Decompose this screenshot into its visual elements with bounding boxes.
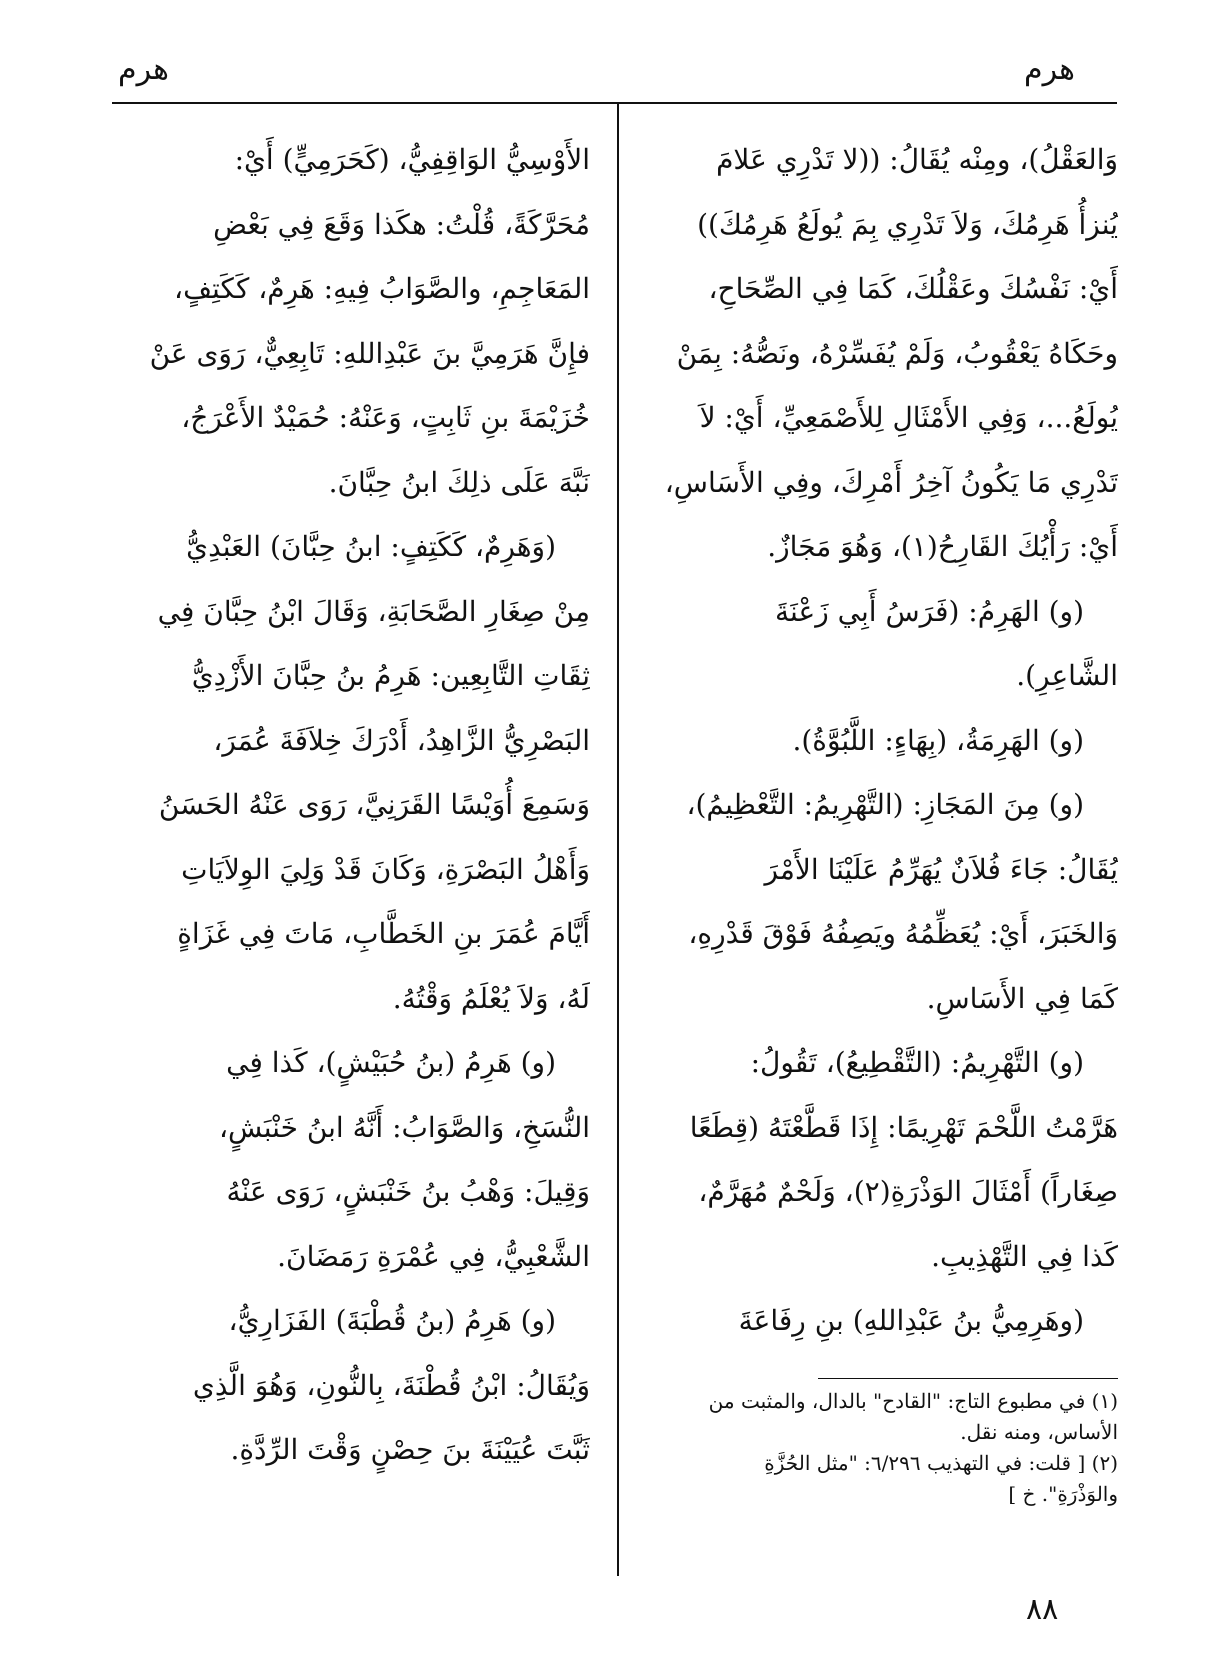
text-line: الشَّعْبِيُّ، فِي عُمْرَةِ رَمَضَانَ. (277, 1239, 590, 1273)
text-line: وَأَهْلُ البَصْرَةِ، وَكَانَ قَدْ وَلِيَ الوِلاَيَاتِ (181, 852, 590, 886)
text-line: وَالخَبَرَ، أَيْ: يُعَظِّمُهُ ويَصِفُهُ فَوْقَ قَدْرِهِ، (688, 917, 1118, 950)
text-line: (و) الهَرِمَةُ، (بِهَاءٍ: اللَّبُوَّةُ). (792, 723, 1084, 757)
footnote-rule (818, 1378, 1118, 1379)
text-line: نَبَّهَ عَلَى ذلِكَ ابنُ حِبَّانَ. (328, 465, 590, 499)
text-line: ثَبَّتَ عُيَيْنَةَ بنَ حِصْنٍ وَقْتَ الرِّدَّةِ. (230, 1433, 590, 1466)
text-line: كَمَا فِي الأَسَاسِ. (926, 981, 1118, 1015)
footnotes (650, 1386, 1118, 1510)
text-line: المَعَاجِمِ، والصَّوَابُ فِيهِ: هَرِمٌ، كَكَتِفٍ، (174, 272, 590, 305)
column-divider (617, 104, 619, 1576)
running-head-left: هرم (118, 52, 169, 87)
text-line: أَيَّامَ عُمَرَ بنِ الخَطَّابِ، مَاتَ فِي غَزَاةٍ (177, 917, 590, 950)
text-line: وَقِيلَ: وَهْبُ بنُ خَنْبَشٍ، رَوَى عَنْهُ (226, 1175, 590, 1208)
running-head-right: هرم (1024, 52, 1075, 87)
footnote-line: (١) في مطبوع التاج: "القادح" بالدال، والمثبت من (708, 1389, 1118, 1413)
text-line: (و) الهَرِمُ: (فَرَسُ أَبِي زَعْنَةَ (775, 594, 1084, 628)
text-line: الأَوْسِيُّ الوَاقِفِيُّ، (كَحَرَمِيٍّ) أَيْ: (234, 143, 590, 176)
text-line: هَرَّمْتُ اللَّحْمَ تَهْرِيمًا: إِذَا قَطَّعْتَهُ (قِطَعًا (689, 1110, 1118, 1144)
text-line: تَدْرِي مَا يَكُونُ آخِرُ أَمْرِكَ، وفِي الأَسَاسِ، (664, 465, 1118, 499)
text-line: (وهَرِمِيُّ بنُ عَبْدِاللهِ) بنِ رِفَاعَةَ (738, 1304, 1084, 1337)
footnote-line: والوَذْرَةِ". خ ] (1008, 1482, 1118, 1506)
footnote-line: الأساس، ومنه نقل. (960, 1420, 1118, 1444)
text-line: وَالعَقْلُ)، ومِنْه يُقَالُ: ((لا تَدْرِي عَلامَ (716, 143, 1118, 176)
text-line: خُزَيْمَةَ بنِ ثَابِتٍ، وَعَنْهُ: حُمَيْدٌ الأَعْرَجُ، (181, 401, 590, 434)
text-line: يُولَعُ...، وَفِي الأَمْثَالِ لِلأَصْمَعِيِّ، أَيْ: لاَ (699, 401, 1118, 434)
text-line: وَسَمِعَ أُوَيْسًا القَرَنِيَّ، رَوَى عَنْهُ الحَسَنُ (158, 788, 590, 821)
text-line: (و) هَرِمُ (بنُ قُطْبَةَ) الفَزَارِيُّ، (228, 1304, 556, 1337)
header-rule (112, 102, 1117, 104)
text-line: النُّسَخِ، وَالصَّوَابُ: أَنَّهُ ابنُ خَنْبَشٍ، (218, 1110, 590, 1144)
text-line: أَيْ: نَفْسُكَ وعَقْلُكَ، كَمَا فِي الصِّحَاحِ، (708, 272, 1118, 305)
text-line: وَيُقَالُ: ابْنُ قُطْنَةَ، بِالنُّونِ، وَهُوَ الَّذِي (192, 1368, 590, 1402)
text-line: ثِقَاتِ التَّابِعِين: هَرِمُ بنُ حِبَّانَ الأَزْدِيُّ (191, 659, 590, 692)
text-line: وحَكَاهُ يَعْقُوبُ، وَلَمْ يُفَسِّرْهُ، ونَصُّهُ: بِمَنْ (676, 336, 1118, 370)
text-line: صِغَاراً) أَمْثَالَ الوَذْرَةِ(٢)، وَلَحْمٌ مُهَرَّمٌ، (698, 1175, 1118, 1208)
text-line: (وَهَرِمٌ، كَكَتِفٍ: ابنُ حِبَّانَ) العَبْدِيُّ (186, 530, 556, 563)
text-line: (و) مِنَ المَجَازِ: (التَّهْرِيمُ: التَّعْظِيمُ)، (686, 788, 1084, 821)
text-line: لَهُ، وَلاَ يُعْلَمُ وَقْتُهُ. (392, 981, 590, 1015)
text-line: أَيْ: رَأْيُكَ القَارِحُ(١)، وَهُوَ مَجَازٌ. (767, 530, 1118, 563)
text-line: مِنْ صِغَارِ الصَّحَابَةِ، وَقَالَ ابْنُ حِبَّانَ فِي (157, 594, 590, 628)
text-line: البَصْرِيُّ الزَّاهِدُ، أَدْرَكَ خِلاَفَةَ عُمَرَ، (213, 723, 590, 757)
left-column (112, 128, 590, 1483)
text-line: مُحَرَّكَةً، قُلْتُ: هكَذا وَقَعَ فِي بَعْضِ (213, 207, 590, 241)
text-line: الشَّاعِرِ). (1016, 659, 1118, 692)
right-column (650, 128, 1118, 1354)
page-number: ٨٨ (1026, 1592, 1059, 1627)
text-line: يُنزأُ هَرِمُكَ، وَلاَ تَدْرِي بِمَ يُولَعُ هَرِمُكَ)) (697, 207, 1118, 241)
text-line: كَذا فِي التَّهْذِيبِ. (931, 1239, 1118, 1273)
footnote-line: (٢) [ قلت: في التهذيب ٦/٢٩٦: "مثل الحُزَّةِ (764, 1451, 1118, 1475)
text-line: يُقَالُ: جَاءَ فُلاَنٌ يُهَرِّمُ عَلَيْنَا الأَمْرَ (764, 852, 1118, 886)
text-line: (و) التَّهْرِيمُ: (التَّقْطِيعُ)، تَقُولُ: (750, 1046, 1084, 1079)
text-line: (و) هَرِمُ (بنُ حُبَيْشٍ)، كَذا فِي (226, 1046, 556, 1079)
text-line: فإِنَّ هَرَمِيَّ بنَ عَبْدِاللهِ: تَابِعِيٌّ، رَوَى عَنْ (149, 336, 590, 370)
